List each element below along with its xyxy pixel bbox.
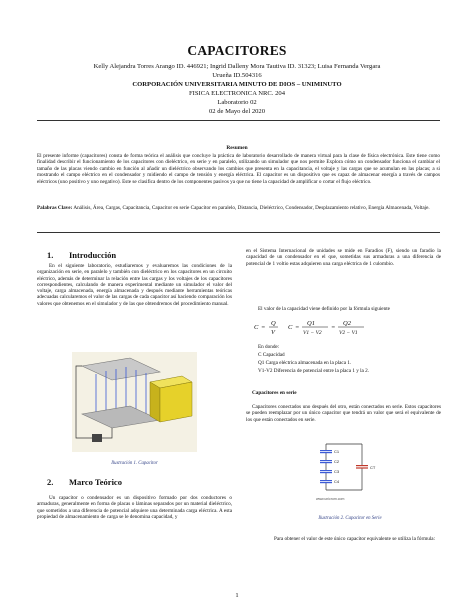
section-intro-title: Introducción (69, 250, 117, 260)
formula-q: Q (271, 320, 276, 327)
donde-label: En donde: (258, 344, 280, 350)
page-number: 1 (235, 592, 239, 599)
formula-eq-2: = (295, 324, 300, 331)
section-marco-heading (47, 477, 122, 487)
formula-eq-1: = (261, 324, 266, 331)
formula-v1v2: V1 − V2 (303, 330, 322, 336)
right-column-continuation: en el Sistema Internacional de unidades se mide en Faradios (F), siendo un faradio la capacidad de un condensador en el que, sometidas sus armaduras a una diferencia de potencial de 1 voltio estas adquieren una carga eléctrica de 1 culombio. (246, 248, 441, 267)
dielectric-block (150, 376, 192, 422)
donde-item-q1: Q1 Carga eléctrica almacenada en la placa 1. (258, 360, 352, 366)
formula-c-1: C (254, 324, 259, 331)
top-rule (37, 120, 440, 121)
abstract-text: El presente informe (capacitores) consta de forma teórica el análisis que concluye la práctica de laboratorio desarrollado de manera virtual para la clase de física electrónica. Este tiene como finalidad describir el funcionamiento de los capacitores con dieléctrico, en serie y en paralelo, utilizando un simulador que nos permite Explora cómo un condensador funciona el cambiar el tamaño de las placas viendo cambio en función al añadir un dieléctrico observando los cambios que presenta en la capacitancia, el voltaje y las cargas que se acumulan en las placas; a si mostrando el campo eléctrico en el condensador y midiendo el campo de tensión y energía eléctrica. El capacitor es un dispositivo que es capaz de almacenar energía a través de campos eléctricos (uno positivo y uno negativo). Este se clasifica dentro de los componentes pasivos ya que no tiene la capacidad de amplificar o cortar el flujo eléctrico. (37, 153, 440, 185)
formula-v2v1: V2 − V1 (339, 330, 358, 336)
formula-q1: Q1 (307, 320, 315, 327)
abstract-heading: Resumen (226, 145, 248, 151)
intro-text: En el siguiente laboratorio, estudiaremos y evaluaremos las condiciones de la organización en serie, en paralelo y también con dieléctrico en los capacitores en un circuito eléctrico, además de determinar la relación entre las cargas y los voltajes de los capacitores correspondientes, calculando de manera experimental mediante un simulador el valor del voltaje, carga almacenada, energía almacenada y después mediante herramientas teóricas adecuadas calcularemos el valor de las cargas de cada capacitor así haciendo comparación los valores que obtenemos en el simulador y de las que obtendremos del procedimiento manual. (37, 263, 232, 307)
donde-item-v1v2: V1-V2 Diferencia de potencial entre la placa 1 y la 2. (258, 368, 370, 374)
ct-capacitor-plates (356, 465, 368, 469)
serie-heading: Capacitores en serie (252, 390, 297, 396)
formula-intro: El valor de la capacidad viene definido por la fórmula siguiente (258, 306, 390, 312)
figure-1-caption: Ilustración 1. Capacitor (111, 461, 158, 466)
series-circuit-diagram (306, 442, 386, 508)
formula-eq-3: = (331, 324, 336, 331)
circuit-source-site: www.unicrom.com (316, 497, 345, 501)
paper-title: CAPACITORES (187, 43, 287, 58)
formula-v: V (271, 329, 275, 336)
battery (92, 434, 102, 442)
section-marco-number: 2. (47, 477, 54, 487)
label-c3: C3 (334, 469, 340, 474)
section-intro-number: 1. (47, 250, 54, 260)
course-name: FISICA ELECTRONICA NRC. 204 (189, 90, 285, 97)
abstract-rule (37, 232, 440, 233)
university-name: CORPORACIÓN UNIVERSITARIA MINUTO DE DIOS – UNIMINUTO (132, 81, 342, 88)
authors-line-2: Urueña ID.504316 (212, 72, 262, 79)
right-column-final: Para obtener el valor de este único capacitor equivalente se utiliza la fórmula: (274, 536, 436, 542)
formula-q2: Q2 (343, 320, 351, 327)
formula-c-2: C (288, 324, 293, 331)
label-c2: C2 (334, 459, 340, 464)
authors-line-1: Kelly Alejandra Torres Arango ID. 446921; Ingrid Dalleny Mora Tautiva ID. 31323; Luisa Fernanda Vergara (93, 63, 381, 70)
section-marco-title: Marco Teórico (69, 477, 122, 487)
section-intro-heading (47, 250, 116, 260)
keywords-label: Palabras Clave: (37, 205, 73, 211)
lab-number: Laboratorio 02 (217, 99, 257, 106)
marco-text: Un capacitor o condensador es un dispositivo formado por dos conductores o armaduras, generalmente en forma de placas o láminas separados por un material dieléctrico, que sometidos a una diferencia de potencial adquiere una determinada carga eléctrica. A esta propiedad de almacenamiento de carga se le denomina capacidad, y (37, 495, 232, 520)
label-ct: CT (370, 465, 376, 470)
figure-2-caption: Ilustración 2. Capacitor en Serie (318, 516, 382, 521)
serie-text: Capacitores conectados uno después del otro, están conectados en serie. Estos capacitores se pueden reemplazar por un único capacitor que tendrá un valor que será el equivalente de los que están conectados en serie. (246, 404, 441, 423)
donde-item-c: C Capacidad (258, 352, 285, 358)
report-date: 02 de Mayo del 2020 (208, 108, 266, 115)
capacitance-formula (252, 317, 372, 337)
label-c4: C4 (334, 479, 340, 484)
capacitor-illustration (72, 352, 197, 452)
keywords (37, 205, 440, 211)
label-c1: C1 (334, 449, 340, 454)
keywords-list: Análisis, Área, Cargas, Capacitancia, Capacitor en serie Capacitor en paralelo, Distancia, Dieléctrico, Condensador, Desplazamiento relativo, Energía Almacenada, Voltaje. (73, 205, 430, 211)
